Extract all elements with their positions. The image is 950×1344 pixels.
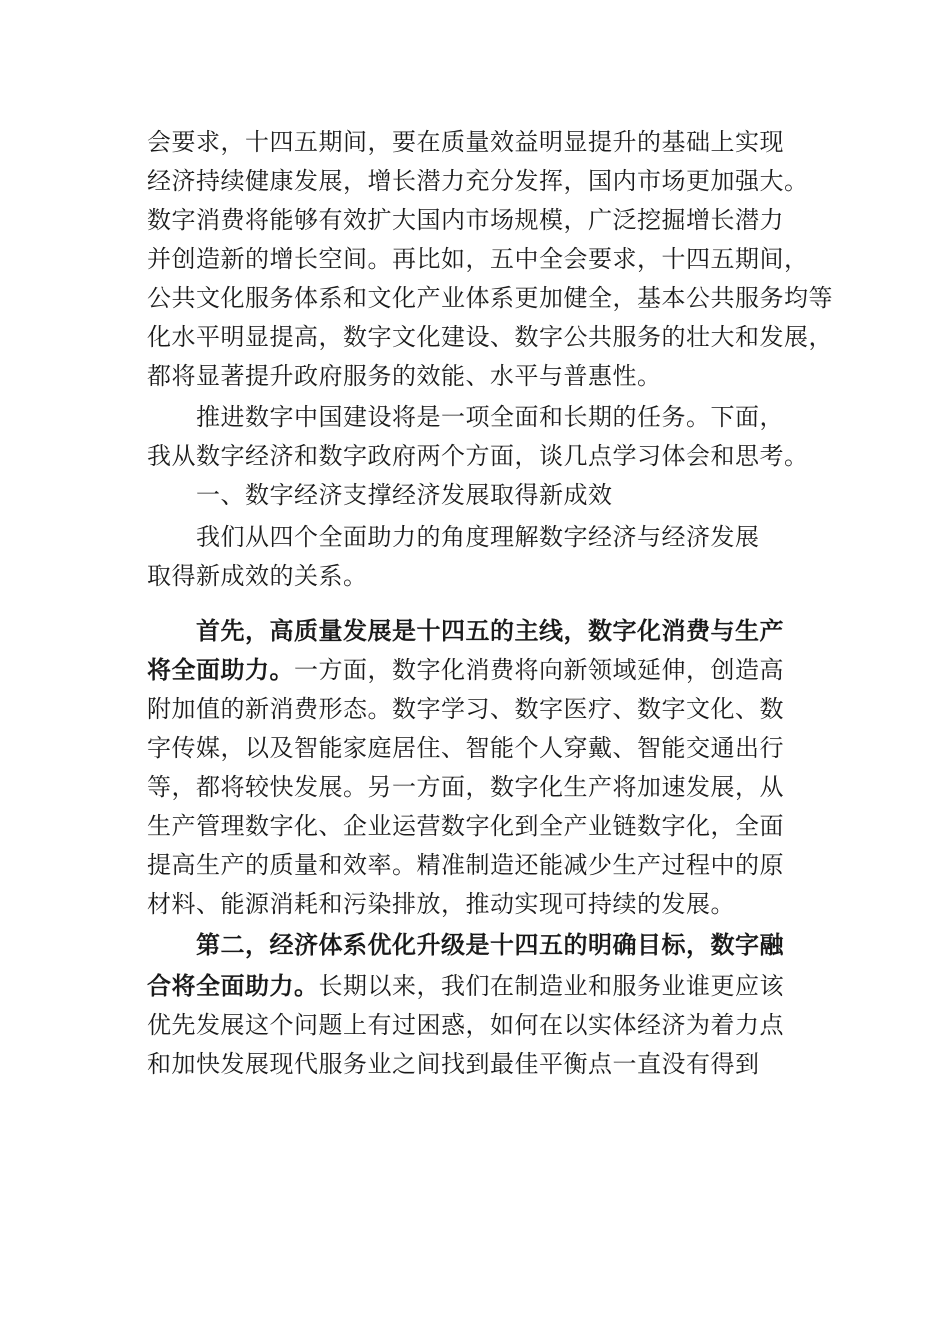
plan-line-2: 我从数字经济和数字政府两个方面，谈几点学习体会和思考。	[147, 442, 809, 470]
second-point-lead-1: 第二，经济体系优化升级是十四五的明确目标，数字融	[196, 930, 784, 959]
section-intro-line-1: 我们从四个全面助力的角度理解数字经济与经济发展	[196, 523, 760, 551]
second-point-line-3: 优先发展这个问题上有过困惑，如何在以实体经济为着力点	[147, 1011, 784, 1039]
intro-line-2: 经济持续健康发展，增长潜力充分发挥，国内市场更加强大。	[147, 167, 809, 195]
section-intro-line-2: 取得新成效的关系。	[147, 562, 368, 590]
plan-line-1: 推进数字中国建设将是一项全面和长期的任务。下面，	[196, 403, 784, 431]
first-point-line-5: 等，都将较快发展。另一方面，数字化生产将加速发展，从	[147, 773, 784, 801]
second-point-line-2-rest: 长期以来，我们在制造业和服务业谁更应该	[318, 972, 784, 1000]
first-point-line-8: 材料、能源消耗和污染排放，推动实现可持续的发展。	[147, 890, 735, 918]
first-point-line-7: 提高生产的质量和效率。精准制造还能减少生产过程中的原	[147, 851, 784, 879]
first-point-lead-2: 将全面助力。	[147, 655, 294, 684]
second-point-lead-2: 合将全面助力。	[147, 971, 319, 1000]
intro-line-3: 数字消费将能够有效扩大国内市场规模，广泛挖掘增长潜力	[147, 206, 784, 234]
second-point-line-4: 和加快发展现代服务业之间找到最佳平衡点一直没有得到	[147, 1050, 760, 1078]
first-point-line-6: 生产管理数字化、企业运营数字化到全产业链数字化，全面	[147, 812, 784, 840]
intro-line-1: 会要求，十四五期间，要在质量效益明显提升的基础上实现	[147, 128, 784, 156]
first-point-lead-1: 首先，高质量发展是十四五的主线，数字化消费与生产	[196, 616, 784, 645]
second-point-line-2	[147, 971, 784, 1001]
section-heading: 一、数字经济支撑经济发展取得新成效	[196, 481, 613, 509]
intro-line-6: 化水平明显提高，数字文化建设、数字公共服务的壮大和发展，	[147, 323, 833, 351]
first-point-line-4: 字传媒，以及智能家庭居住、智能个人穿戴、智能交通出行	[147, 734, 784, 762]
first-point-line-2-rest: 一方面，数字化消费将向新领域延伸，创造高	[294, 656, 784, 684]
intro-line-5: 公共文化服务体系和文化产业体系更加健全，基本公共服务均等	[147, 284, 833, 312]
intro-line-7: 都将显著提升政府服务的效能、水平与普惠性。	[147, 362, 662, 390]
first-point-line-2	[147, 655, 784, 685]
intro-line-4: 并创造新的增长空间。再比如，五中全会要求，十四五期间，	[147, 245, 809, 273]
first-point-line-3: 附加值的新消费形态。数字学习、数字医疗、数字文化、数	[147, 695, 784, 723]
